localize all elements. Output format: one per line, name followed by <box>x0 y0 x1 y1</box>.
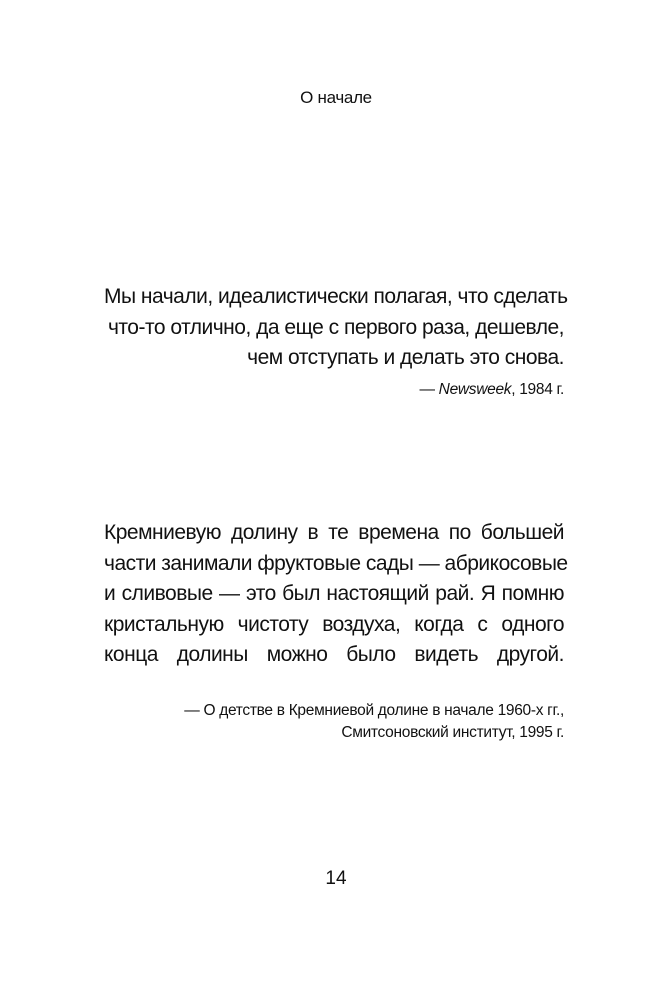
quote-line: и сливовые — это был настоящий рай. Я помню <box>104 582 564 605</box>
quote-line: Мы начали, идеалистически полагая, что сделать <box>104 285 568 308</box>
attribution-dash: — <box>419 381 439 398</box>
quote-line: кристальную чистоту воздуха, когда с одного <box>104 612 564 636</box>
attribution-source: Newsweek <box>438 381 512 398</box>
quote-line: части занимали фруктовые сады — абрикосовые <box>104 551 568 575</box>
attribution-year: , 1984 г. <box>511 381 564 398</box>
quote-line: чем отступать и делать это снова. <box>247 346 564 369</box>
attribution-line: — О детстве в Кремниевой долине в начале 1960-х гг., <box>184 702 564 719</box>
quote-line: Кремниевую долину в те времена по большей <box>104 521 564 544</box>
epigraph-quote <box>104 518 568 671</box>
quote-line: конца долины можно было видеть другой. <box>104 643 564 666</box>
quote-attribution <box>419 379 564 401</box>
epigraph-quote <box>104 282 568 374</box>
quote-attribution <box>184 700 564 744</box>
attribution-line: Смитсоновский институт, 1995 г. <box>341 724 564 741</box>
running-head: О начале <box>300 88 372 107</box>
page-number: 14 <box>325 868 347 889</box>
quote-line: что-то отлично, да еще с первого раза, дешевле, <box>107 315 564 339</box>
